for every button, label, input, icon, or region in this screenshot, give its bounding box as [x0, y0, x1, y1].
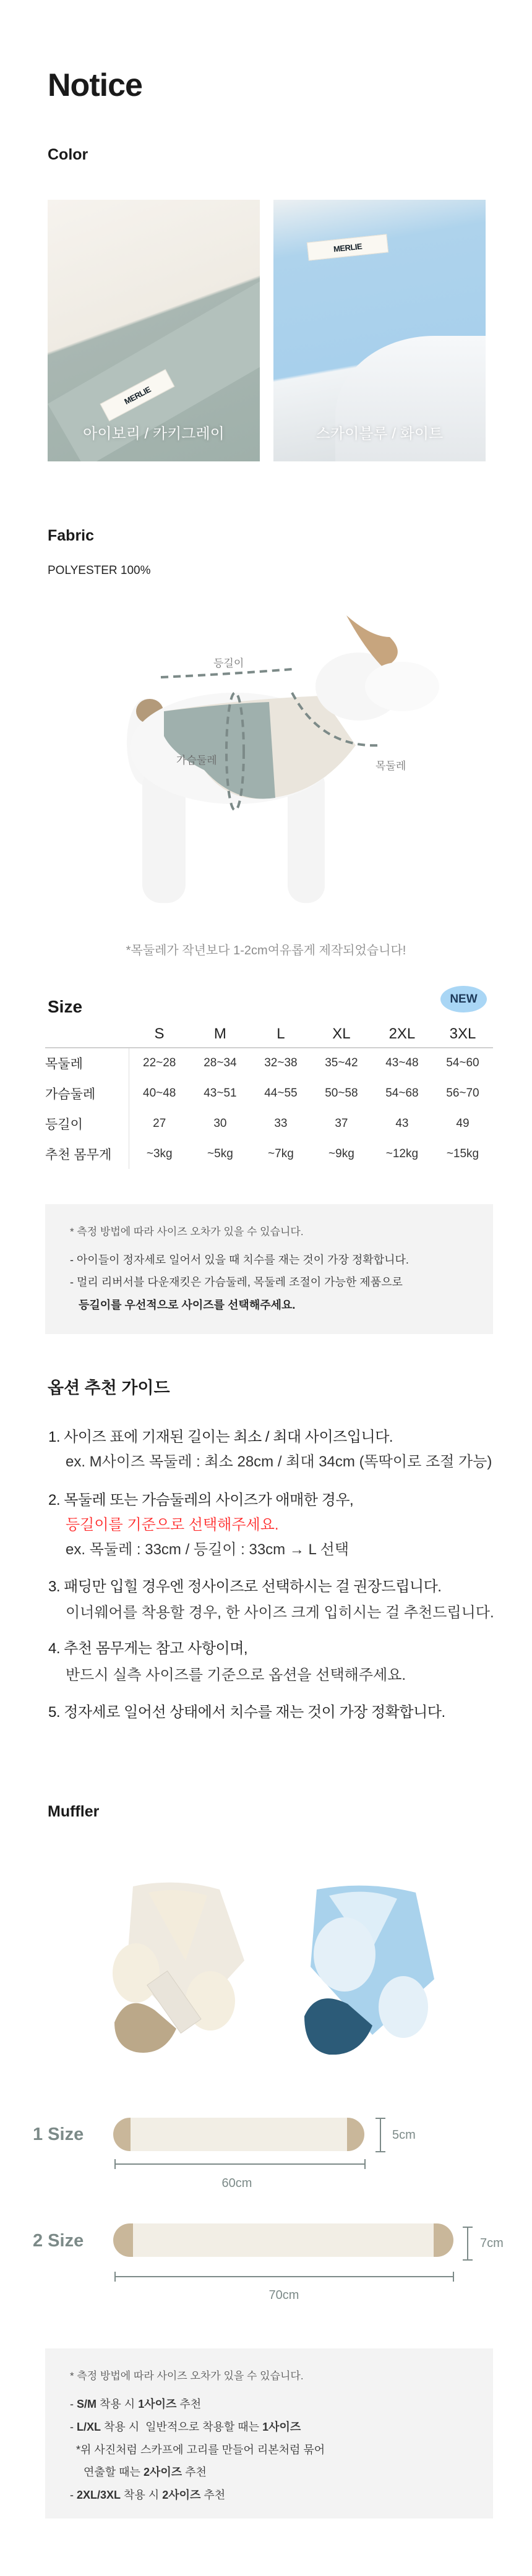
size-header-row [45, 1021, 493, 1048]
cell: 44~55 [264, 1086, 298, 1100]
text: 추천 [182, 2466, 207, 2478]
muffler-fleece [314, 1917, 375, 1992]
emphasis: L/XL [77, 2421, 101, 2433]
size-note-line: - 아이들이 정자세로 일어서 있을 때 치수를 재는 것이 가장 정확합니다. [70, 1254, 409, 1266]
size-col-xl: XL [311, 1021, 372, 1048]
guide-item-1-example: ex. M사이즈 목둘레 : 최소 28cm / 최대 34cm (똑딱이로 조절 가능) [66, 1453, 492, 1470]
guide-item-2: 2. 목둘레 또는 가슴둘레의 사이즈가 애매한 경우, [48, 1492, 354, 1508]
dog-muzzle [365, 662, 439, 711]
guide-item-5: 5. 정자세로 일어선 상태에서 치수를 재는 것이 가장 정확합니다. [48, 1704, 445, 1721]
cell: 30 [213, 1116, 227, 1130]
emphasis: 2XL/3XL [77, 2489, 121, 2501]
width-bracket-cap [463, 2227, 473, 2228]
cell: 43 [395, 1116, 409, 1130]
width-bracket [380, 2118, 381, 2152]
row-label: 목둘레 [45, 1048, 129, 1078]
row-label: 가슴둘레 [45, 1078, 129, 1108]
size-notes-box [45, 1204, 493, 1334]
cell: 27 [153, 1116, 166, 1130]
cell: 56~70 [446, 1086, 479, 1100]
size-table [45, 1021, 493, 1169]
brand-tag: MERLIE [100, 369, 175, 422]
guide-item-2-example: ex. 목둘레 : 33cm / 등길이 : 33cm → L 선택 [66, 1541, 350, 1558]
muffler-size-1-length: 60cm [221, 2176, 252, 2190]
neck-label: 목둘레 [375, 760, 406, 772]
guide-item-3: 3. 패딩만 입힐 경우엔 정사이즈로 선택하시는 걸 권장드립니다. [48, 1578, 442, 1595]
length-line-cap [114, 2272, 116, 2282]
emphasis: 1사이즈 [138, 2398, 177, 2410]
muffler-size-1-image [113, 2118, 364, 2151]
emphasis: 2사이즈 [143, 2466, 182, 2478]
cell: ~3kg [146, 1147, 173, 1160]
muffler-size-1-width: 5cm [392, 2128, 416, 2142]
emphasis: 2사이즈 [162, 2489, 201, 2501]
cell: ~12kg [385, 1147, 419, 1160]
new-badge: NEW [440, 986, 487, 1012]
emphasis: S/M [77, 2398, 97, 2410]
cell: 22~28 [143, 1056, 176, 1069]
cell: 33 [274, 1116, 288, 1130]
cell: 28~34 [204, 1056, 237, 1069]
guide-item-3-sub: 이너웨어를 착용할 경우, 한 사이즈 크게 입히시는 걸 추천드립니다. [66, 1604, 494, 1621]
muffler-skyblue-image [292, 1880, 440, 2055]
table-row [45, 1108, 493, 1139]
text: 착용 시 [97, 2398, 139, 2410]
fabric-note: *목둘레가 작년보다 1-2cm여유롭게 제작되었습니다! [126, 944, 406, 957]
cell: 37 [335, 1116, 348, 1130]
guide-heading: 옵션 추천 가이드 [48, 1379, 170, 1397]
muffler-size-1-label: 1 Size [33, 2125, 84, 2144]
cell: ~7kg [268, 1147, 294, 1160]
cell: 35~42 [325, 1056, 358, 1069]
length-line-cap [114, 2159, 116, 2169]
muffler-note-line [70, 2395, 201, 2411]
chest-label: 가슴둘레 [176, 755, 217, 766]
muffler-disclaimer: * 측정 방법에 따라 사이즈 오차가 있을 수 있습니다. [70, 2370, 304, 2382]
length-line-cap [453, 2272, 454, 2282]
muffler-size-2-image [113, 2223, 453, 2257]
guide-item-4: 4. 추천 몸무게는 참고 사항이며, [48, 1640, 248, 1657]
text: 착용 시 일반적으로 착용할 때는 [101, 2421, 263, 2433]
cell: 40~48 [143, 1086, 176, 1100]
length-line-cap [364, 2159, 366, 2169]
muffler-fleece [379, 1976, 428, 2038]
size-disclaimer: * 측정 방법에 따라 사이즈 오차가 있을 수 있습니다. [70, 1226, 304, 1238]
row-label: 추천 몸무게 [45, 1139, 129, 1169]
row-label: 등길이 [45, 1108, 129, 1139]
color-option-skyblue-white[interactable] [273, 200, 486, 461]
muffler-ivory-image [102, 1880, 251, 2055]
muffler-note-line [70, 2486, 225, 2502]
color-heading: Color [48, 146, 88, 163]
color-option-label: 스카이블루 / 화이트 [315, 426, 444, 442]
cell: 54~60 [446, 1056, 479, 1069]
cell: ~9kg [328, 1147, 354, 1160]
size-col-l: L [251, 1021, 311, 1048]
muffler-note-line: *위 사진처럼 스카프에 고리를 만들어 리본처럼 묶어 [76, 2444, 325, 2456]
muffler-notes-box [45, 2348, 493, 2518]
cell: 54~68 [385, 1086, 419, 1100]
text: 착용 시 [121, 2489, 163, 2501]
muffler-note-line [84, 2463, 207, 2480]
table-row [45, 1078, 493, 1108]
width-bracket-cap [375, 2151, 385, 2152]
cell: 43~48 [385, 1056, 419, 1069]
cell: 50~58 [325, 1086, 358, 1100]
fabric-heading: Fabric [48, 527, 95, 544]
size-col-m: M [190, 1021, 251, 1048]
length-line [114, 2276, 453, 2277]
muffler-size-2-length: 70cm [268, 2288, 299, 2302]
fabric-composition: POLYESTER 100% [48, 564, 151, 577]
text: - [70, 2489, 77, 2501]
cell: 32~38 [264, 1056, 298, 1069]
cell: 49 [456, 1116, 470, 1130]
size-col-3xl: 3XL [432, 1021, 493, 1048]
size-col-s: S [129, 1021, 190, 1048]
size-heading: Size [48, 997, 83, 1016]
guide-item-2-highlight: 등길이를 기준으로 선택해주세요. [66, 1517, 279, 1533]
muffler-heading: Muffler [48, 1803, 100, 1820]
emphasis: 1사이즈 [262, 2421, 301, 2433]
text: - [70, 2398, 77, 2410]
text: 추천 [176, 2398, 202, 2410]
cell: 43~51 [204, 1086, 237, 1100]
page-title: Notice [48, 67, 142, 103]
brand-tag: MERLIE [307, 234, 388, 260]
guide-item-4-sub: 반드시 실측 사이즈를 기준으로 옵션을 선택해주세요. [66, 1667, 406, 1684]
header-empty [45, 1021, 129, 1048]
guide-item-1: 1. 사이즈 표에 기재된 길이는 최소 / 최대 사이즈입니다. [48, 1429, 393, 1445]
color-option-label: 아이보리 / 카키그레이 [83, 426, 225, 442]
text: 연출할 때는 [84, 2466, 144, 2478]
width-bracket [467, 2227, 468, 2261]
length-line [114, 2163, 365, 2165]
muffler-fleece [113, 1943, 160, 2003]
table-row [45, 1048, 493, 1078]
back-length-label: 등길이 [213, 657, 244, 669]
color-option-ivory-khakigray[interactable] [48, 200, 260, 461]
width-bracket-cap [375, 2118, 385, 2119]
cell: ~15kg [446, 1147, 479, 1160]
width-bracket-cap [463, 2259, 473, 2261]
back-length-line [161, 669, 292, 677]
muffler-note-line [70, 2418, 301, 2434]
size-note-emphasis: 등길이를 우선적으로 사이즈를 선택해주세요. [79, 1299, 296, 1311]
text: 추천 [200, 2489, 226, 2501]
text: - [70, 2421, 77, 2433]
table-row [45, 1139, 493, 1169]
muffler-size-2-width: 7cm [480, 2236, 504, 2250]
muffler-size-2-label: 2 Size [33, 2231, 84, 2251]
size-col-2xl: 2XL [372, 1021, 432, 1048]
size-note-line: - 멀리 리버서블 다운재킷은 가슴둘레, 목둘레 조절이 가능한 제품으로 [70, 1276, 403, 1288]
cell: ~5kg [207, 1147, 233, 1160]
